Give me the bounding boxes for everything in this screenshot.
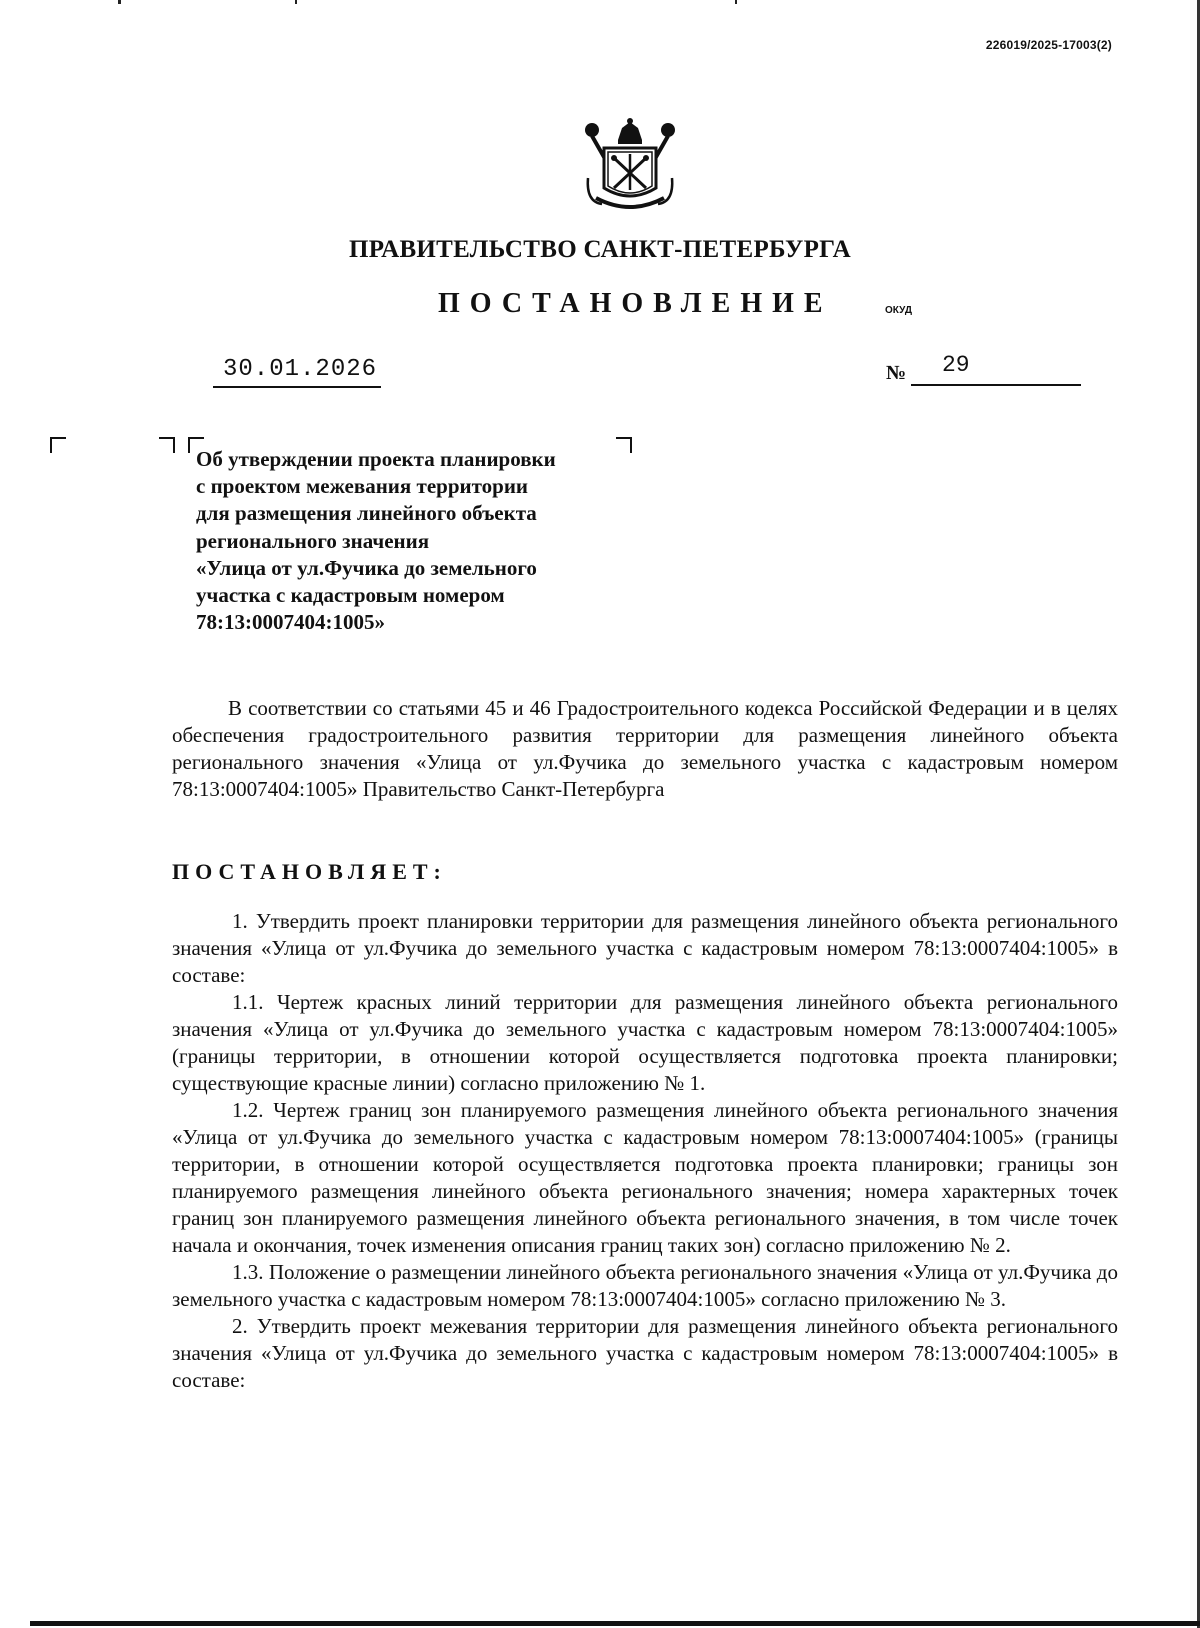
subject-line: с проектом межевания территории bbox=[196, 474, 529, 499]
preamble bbox=[172, 695, 1118, 803]
decree-item: 1.2. Чертеж границ зон планируемого размещения линейного объекта регионального значения «Улица от ул.Фучика до земельного участка с кадастровым номером 78:13:0007404:1005» (границы территории, в отношении которой осуществляется подготовка проекта планировки; границы зон планируемого размещения линейного объекта регионального значения; номера характерных точек границ зон планируемого размещения линейного объекта регионального значения, в том числе точек начала и окончания, точек изменения описания границ таких зон) согласно приложению № 2. bbox=[172, 1098, 1118, 1257]
subject-line: для размещения линейного объекта bbox=[196, 501, 537, 526]
decree-item: 1.3. Положение о размещении линейного объекта регионального значения «Улица от ул.Фучика до земельного участка с кадастровым номером 78:13:0007404:1005» согласно приложению № 3. bbox=[172, 1260, 1118, 1311]
scan-edge-bottom bbox=[30, 1621, 1200, 1626]
number-label: № bbox=[886, 362, 907, 384]
preamble-paragraph: В соответствии со статьями 45 и 46 Градостроительного кодекса Российской Федерации и в целях обеспечения градостроительного развития территории для размещения линейного объекта регионального значения «Улица от ул.Фучика до земельного участка с кадастровым номером 78:13:0007404:1005» Правительство Санкт-Петербурга bbox=[172, 696, 1118, 801]
decree-item: 1.1. Чертеж красных линий территории для размещения линейного объекта регионального значения «Улица от ул.Фучика до земельного участка с кадастровым номером 78:13:0007404:1005» (границы территории, в отношении которой осуществляется подготовка проекта планировки; существующие красные линии) согласно приложению № 1. bbox=[172, 990, 1118, 1095]
decree-heading: ПОСТАНОВЛЯЕТ: bbox=[172, 859, 447, 884]
subject-line: Об утверждении проекта планировки bbox=[196, 447, 556, 471]
decree-item: 1. Утвердить проект планировки территории для размещения линейного объекта регионального значения «Улица от ул.Фучика до земельного участка с кадастровым номером 78:13:0007404:1005» в составе: bbox=[172, 909, 1118, 987]
okud-label: ОКУД bbox=[885, 305, 912, 316]
subject-line: 78:13:0007404:1005» bbox=[196, 610, 385, 635]
decree-item: 2. Утвердить проект межевания территории для размещения линейного объекта регионального значения «Улица от ул.Фучика до земельного участка с кадастровым номером 78:13:0007404:1005» в составе: bbox=[172, 1314, 1118, 1392]
corner-mark bbox=[50, 437, 66, 453]
corner-mark bbox=[159, 437, 175, 453]
decree-items bbox=[172, 908, 1118, 1394]
coat-of-arms-icon bbox=[578, 118, 682, 218]
number-underline bbox=[911, 384, 1081, 386]
date-field bbox=[213, 356, 381, 388]
subject-line: «Улица от ул.Фучика до земельного bbox=[196, 555, 537, 580]
scan-edge-top bbox=[0, 0, 1200, 4]
subject-line: регионального значения bbox=[196, 528, 430, 553]
document-id: 226019/2025-17003(2) bbox=[985, 38, 1112, 52]
document-subject bbox=[196, 446, 636, 636]
document-number: 29 bbox=[942, 352, 970, 378]
organization-title: ПРАВИТЕЛЬСТВО САНКТ-ПЕТЕРБУРГА bbox=[348, 236, 852, 263]
document-date: 30.01.2026 bbox=[223, 356, 378, 383]
document-type: ПОСТАНОВЛЕНИЕ bbox=[438, 288, 833, 319]
subject-line: участка с кадастровым номером bbox=[196, 583, 505, 608]
